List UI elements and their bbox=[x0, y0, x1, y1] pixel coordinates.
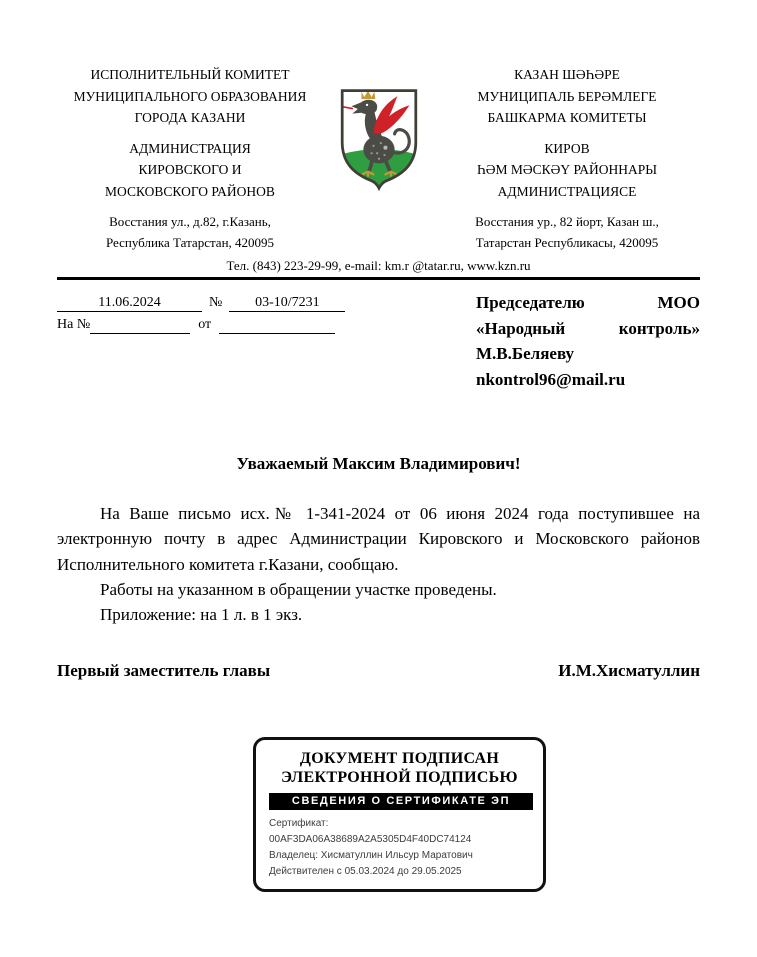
divider-rule bbox=[57, 277, 700, 280]
signature-name: И.М.Хисматуллин bbox=[558, 661, 700, 681]
signature-position: Первый заместитель главы bbox=[57, 661, 271, 681]
number-sign: № bbox=[209, 295, 223, 310]
recipient-line: «Народный контроль» bbox=[476, 318, 700, 338]
reply-from-label: от bbox=[198, 317, 212, 332]
address-line: Татарстан Республикасы, 420095 bbox=[475, 235, 659, 250]
stamp-title-line: ЭЛЕКТРОННОЙ ПОДПИСЬЮ bbox=[281, 769, 518, 787]
org-block-russian bbox=[57, 64, 323, 253]
dragon-eye bbox=[365, 104, 367, 106]
contact-line: Тел. (843) 223-29-99, e-mail: km.r @tatar.ru, www.kzn.ru bbox=[226, 258, 531, 273]
dept-name-line: АДМИНИСТРАЦИЯ bbox=[129, 140, 251, 156]
stamp-title bbox=[269, 749, 530, 787]
org-name-line: ГОРОДА КАЗАНИ bbox=[134, 110, 246, 125]
certificate-owner: Владелец: Хисматуллин Ильсур Маратович bbox=[269, 850, 473, 862]
reference-block bbox=[57, 290, 357, 392]
salutation: Уважаемый Максим Владимирович! bbox=[236, 454, 521, 473]
body-paragraph: Приложение: на 1 л. в 1 экз. bbox=[100, 605, 303, 625]
letter-body bbox=[57, 501, 700, 627]
stamp-title-line: ДОКУМЕНТ ПОДПИСАН bbox=[299, 750, 500, 768]
address-line: Восстания ул., д.82, г.Казань, bbox=[109, 214, 271, 229]
coat-of-arms bbox=[324, 64, 434, 253]
dept-name-line: МОСКОВСКОГО РАЙОНОВ bbox=[105, 183, 275, 199]
reply-number-label: На № bbox=[57, 317, 91, 332]
recipient-email: nkontrol96@mail.ru bbox=[476, 369, 626, 389]
dept-name-line: ҺӘМ МӘСКӘҮ РАЙОННАРЫ bbox=[476, 162, 658, 177]
kazan-zilant-coat-of-arms-icon bbox=[333, 85, 425, 192]
certificate-details bbox=[269, 816, 530, 880]
org-name-line: ИСПОЛНИТЕЛЬНЫЙ КОМИТЕТ bbox=[90, 67, 290, 82]
outgoing-date-field: 11.06.2024 bbox=[57, 293, 202, 312]
certificate-validity: Действителен с 05.03.2024 до 29.05.2025 bbox=[269, 866, 462, 878]
dept-name-line: АДМИНИСТРАЦИЯСЕ bbox=[497, 183, 637, 199]
address-line: Республика Татарстан, 420095 bbox=[105, 235, 275, 250]
outgoing-number-field: 03-10/7231 bbox=[229, 293, 345, 312]
org-block-tatar bbox=[434, 64, 700, 253]
recipient-line: Председателю МОО bbox=[476, 293, 700, 312]
esign-stamp bbox=[253, 737, 546, 892]
signature-row bbox=[57, 658, 700, 683]
letterhead bbox=[57, 64, 700, 253]
recipient-block bbox=[476, 290, 700, 392]
org-name-line: КАЗАН ШӘҺӘРЕ bbox=[514, 67, 620, 82]
reply-number-field bbox=[90, 315, 190, 334]
org-name-line: МУНИЦИПАЛЬНОГО ОБРАЗОВАНИЯ bbox=[73, 88, 307, 104]
certificate-info-bar: СВЕДЕНИЯ О СЕРТИФИКАТЕ ЭП bbox=[269, 793, 533, 810]
body-paragraph: На Ваше письмо исх.№ 1-341-2024 от 06 июня 2024 года поступившее на электронную почту в адрес Администрации Кировского и Московского районов Исполнительного комитета г.Казани, сообщаю. bbox=[57, 504, 700, 574]
hip-spot bbox=[383, 146, 387, 150]
org-name-line: БАШКАРМА КОМИТЕТЫ bbox=[487, 110, 647, 125]
certificate-number: Сертификат: 00AF3DA06A38689A2A5305D4F40DC74124 bbox=[269, 818, 472, 846]
address-russian bbox=[57, 211, 323, 253]
address-line: Восстания ур., 82 йорт, Казан ш., bbox=[475, 214, 659, 229]
dept-name-line: КИРОВСКОГО И bbox=[138, 162, 242, 177]
recipient-line: М.В.Беляеву bbox=[476, 344, 575, 363]
address-tatar bbox=[434, 211, 700, 253]
org-name-line: МУНИЦИПАЛЬ БЕРӘМЛЕГЕ bbox=[477, 88, 657, 104]
body-paragraph: Работы на указанном в обращении участке проведены. bbox=[100, 579, 497, 599]
reply-date-field bbox=[219, 315, 335, 334]
dept-name-line: КИРОВ bbox=[544, 140, 590, 156]
